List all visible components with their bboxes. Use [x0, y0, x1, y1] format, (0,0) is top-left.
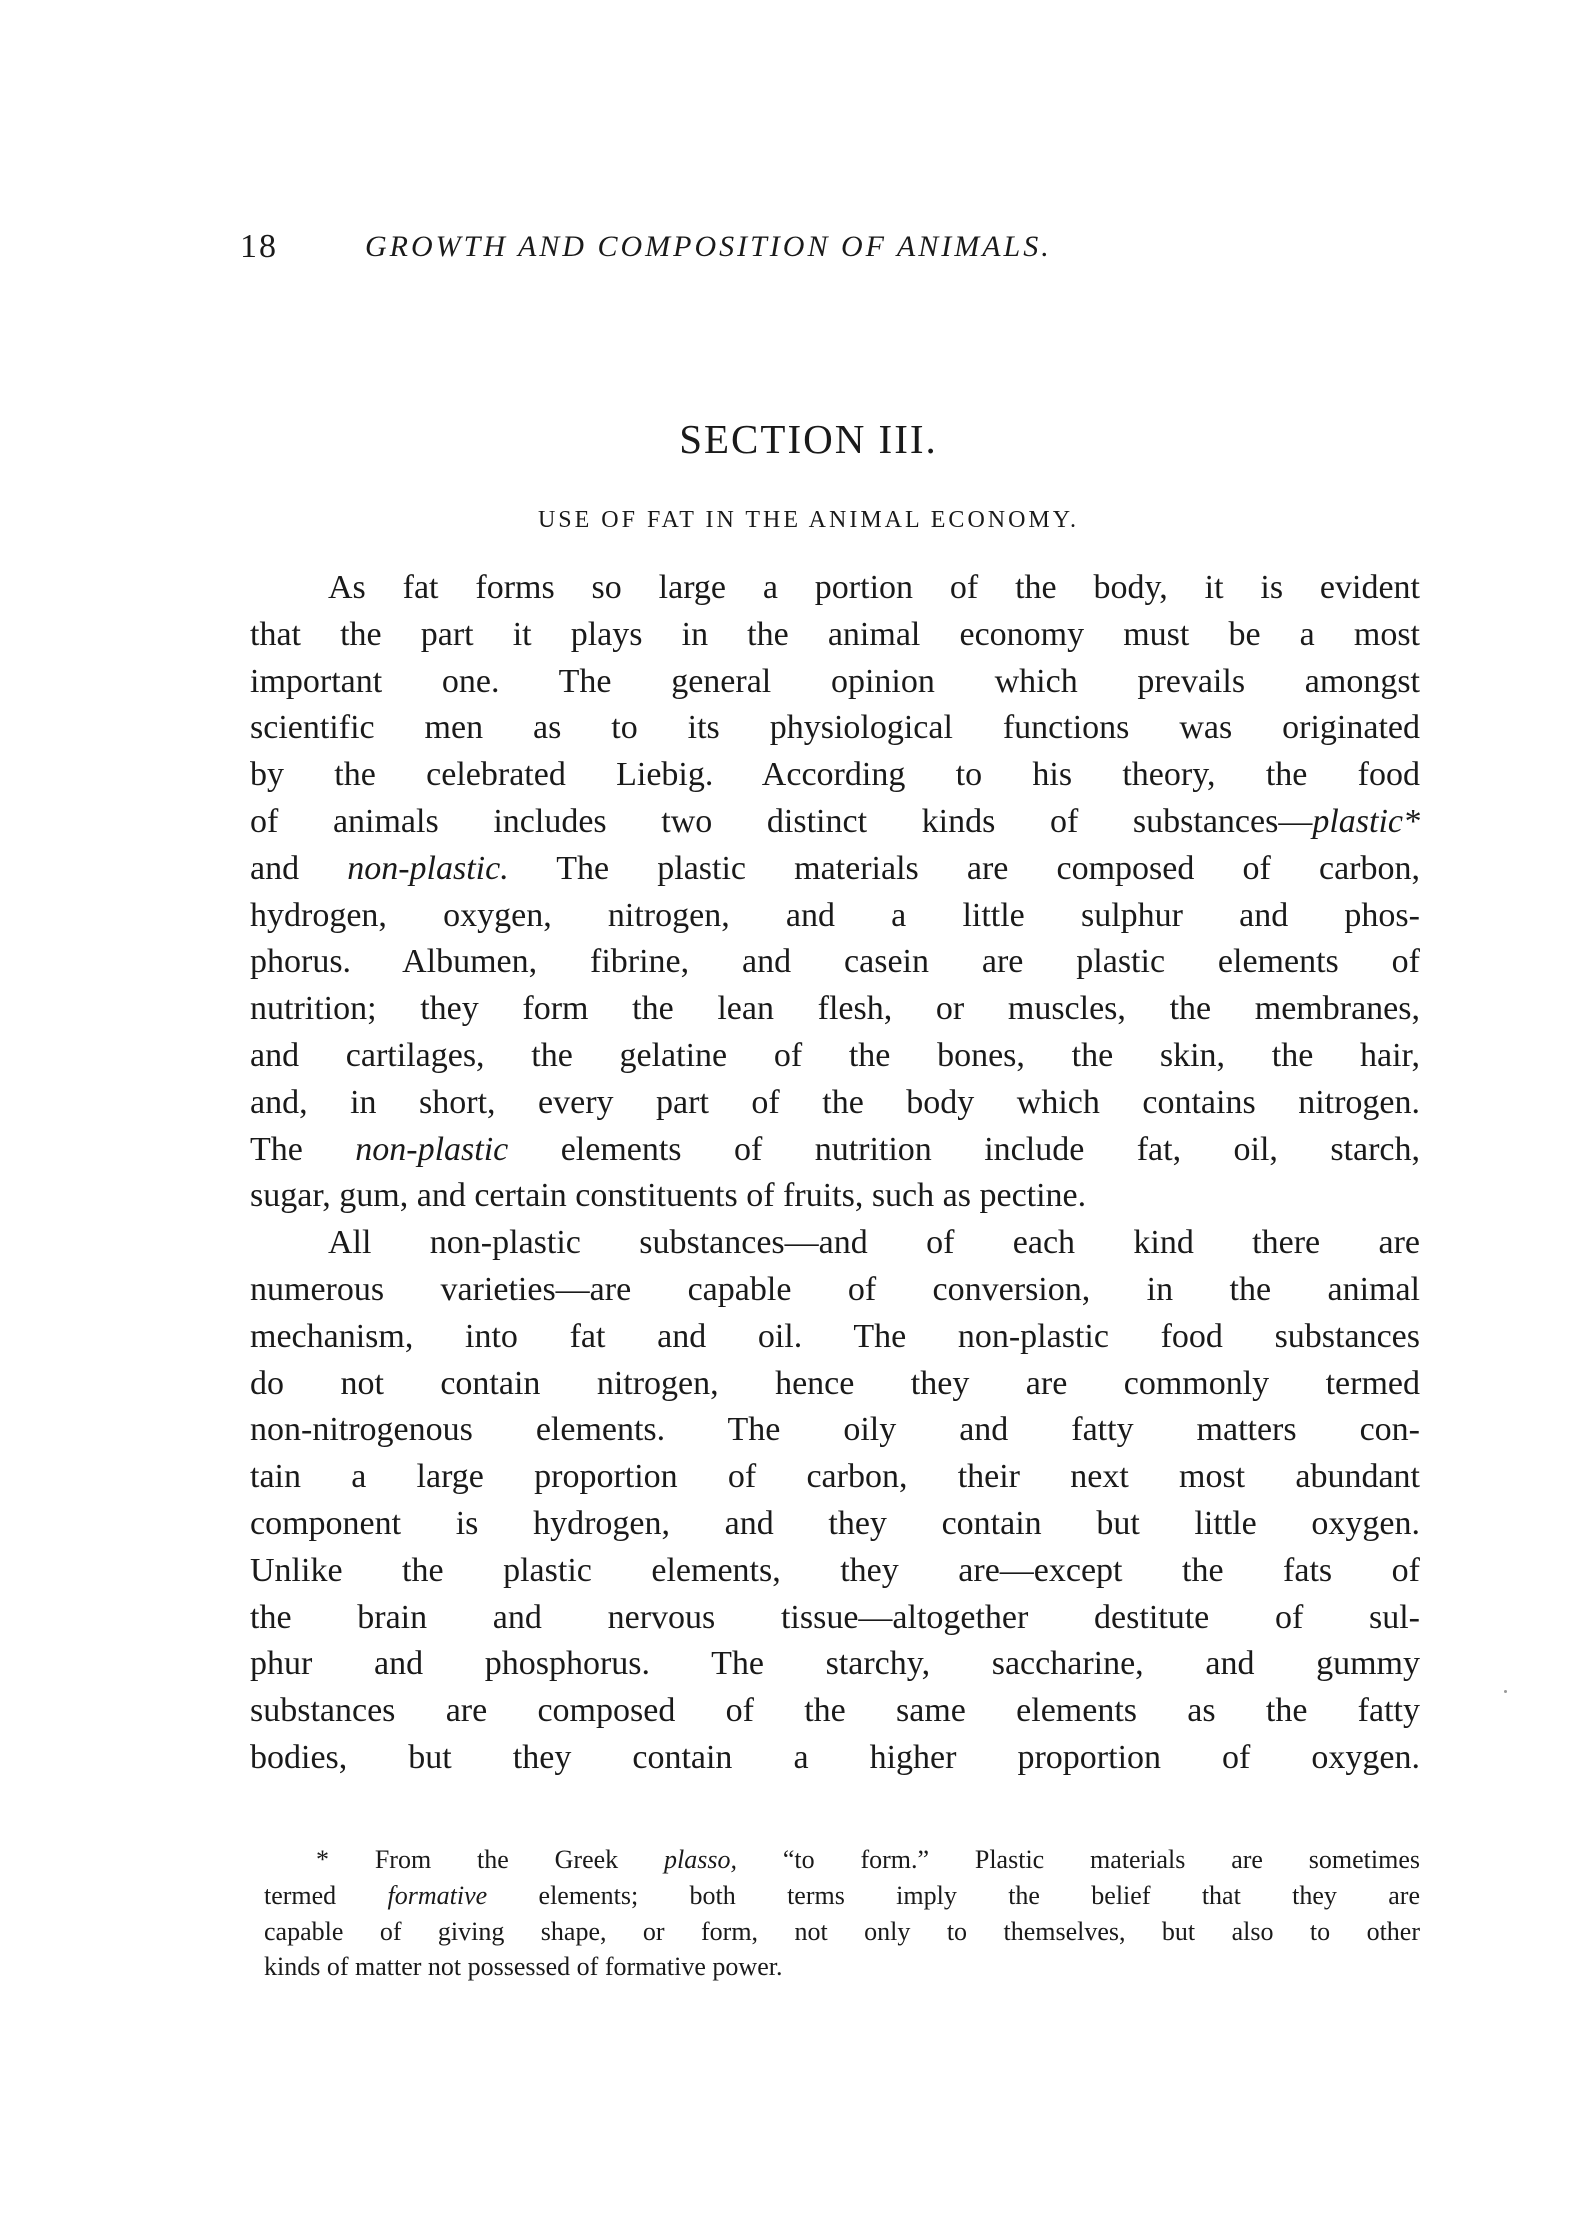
text-span: * From the Greek — [316, 1845, 665, 1874]
italic-term: plastic* — [1312, 802, 1420, 840]
text-line: All non-plastic substances—and of each kind there are — [328, 1224, 1420, 1262]
text-line: do not contain nitrogen, hence they are commonly termed — [250, 1364, 1420, 1402]
scan-speck — [1504, 1690, 1507, 1693]
italic-term: non-plastic — [355, 1130, 509, 1168]
italic-term: formative — [387, 1880, 488, 1910]
text-span: and — [250, 849, 348, 887]
text-line — [250, 1127, 1420, 1174]
text-line: and, in short, every part of the body which contains nitrogen. — [250, 1083, 1420, 1121]
text-line: and cartilages, the gelatine of the bones, the skin, the hair, — [250, 1036, 1420, 1074]
text-line: bodies, but they contain a higher proportion of oxygen. — [250, 1738, 1420, 1776]
running-head — [240, 228, 1440, 278]
page-number: 18 — [240, 228, 278, 265]
section-heading: SECTION III. — [679, 416, 938, 462]
text-line: phur and phosphorus. The starchy, saccharine, and gummy — [250, 1645, 1420, 1683]
text-line: scientific men as to its physiological functions was originated — [250, 709, 1420, 747]
text-line: important one. The general opinion which prevails amongst — [250, 662, 1420, 700]
text-span: The plastic materials are composed of carbon, — [508, 849, 1420, 887]
running-title: GROWTH AND COMPOSITION OF ANIMALS. — [365, 230, 1052, 263]
text-line: numerous varieties—are capable of conversion, in the animal — [250, 1270, 1420, 1308]
text-span: elements of nutrition include fat, oil, starch, — [508, 1130, 1420, 1168]
text-line: tain a large proportion of carbon, their next most abundant — [250, 1458, 1420, 1496]
section-subtitle: USE OF FAT IN THE ANIMAL ECONOMY. — [537, 507, 1080, 533]
footnote-line: capable of giving shape, or form, not only to themselves, but also to other — [264, 1916, 1420, 1946]
text-span: The — [250, 1130, 356, 1168]
text-line: the brain and nervous tissue—altogether destitute of sul- — [250, 1598, 1420, 1636]
text-line — [250, 846, 1420, 893]
italic-term: plasso, — [664, 1845, 737, 1874]
text-span: elements; both terms imply the belief that they are — [487, 1880, 1420, 1910]
text-line: that the part it plays in the animal economy must be a most — [250, 615, 1420, 653]
footnote-line — [264, 1842, 1420, 1878]
body-text — [250, 565, 1420, 1782]
text-line: nutrition; they form the lean flesh, or muscles, the membranes, — [250, 990, 1420, 1028]
text-line: Unlike the plastic elements, they are—except the fats of — [250, 1551, 1420, 1589]
text-line: As fat forms so large a portion of the body, it is evident — [328, 569, 1420, 606]
text-line: hydrogen, oxygen, nitrogen, and a little sulphur and phos- — [250, 896, 1420, 934]
text-span: “to form.” Plastic materials are sometimes — [736, 1845, 1420, 1874]
footnote-line — [264, 1878, 1420, 1914]
text-line: sugar, gum, and certain constituents of fruits, such as pectine. — [250, 1177, 1087, 1215]
text-span: of animals includes two distinct kinds of substances— — [250, 802, 1313, 840]
text-line — [250, 799, 1420, 846]
footnote — [264, 1842, 1420, 1985]
text-line: mechanism, into fat and oil. The non-plastic food substances — [250, 1317, 1420, 1355]
text-line: phorus. Albumen, fibrine, and casein are plastic elements of — [250, 943, 1420, 981]
footnote-line: kinds of matter not possessed of formative power. — [264, 1952, 783, 1982]
text-line: component is hydrogen, and they contain but little oxygen. — [250, 1504, 1420, 1542]
text-line: non-nitrogenous elements. The oily and fatty matters con- — [250, 1411, 1420, 1449]
italic-term: non-plastic. — [347, 849, 509, 887]
text-line: by the celebrated Liebig. According to his theory, the food — [250, 756, 1420, 794]
text-line: substances are composed of the same elements as the fatty — [250, 1692, 1420, 1730]
text-span: termed — [264, 1880, 388, 1910]
